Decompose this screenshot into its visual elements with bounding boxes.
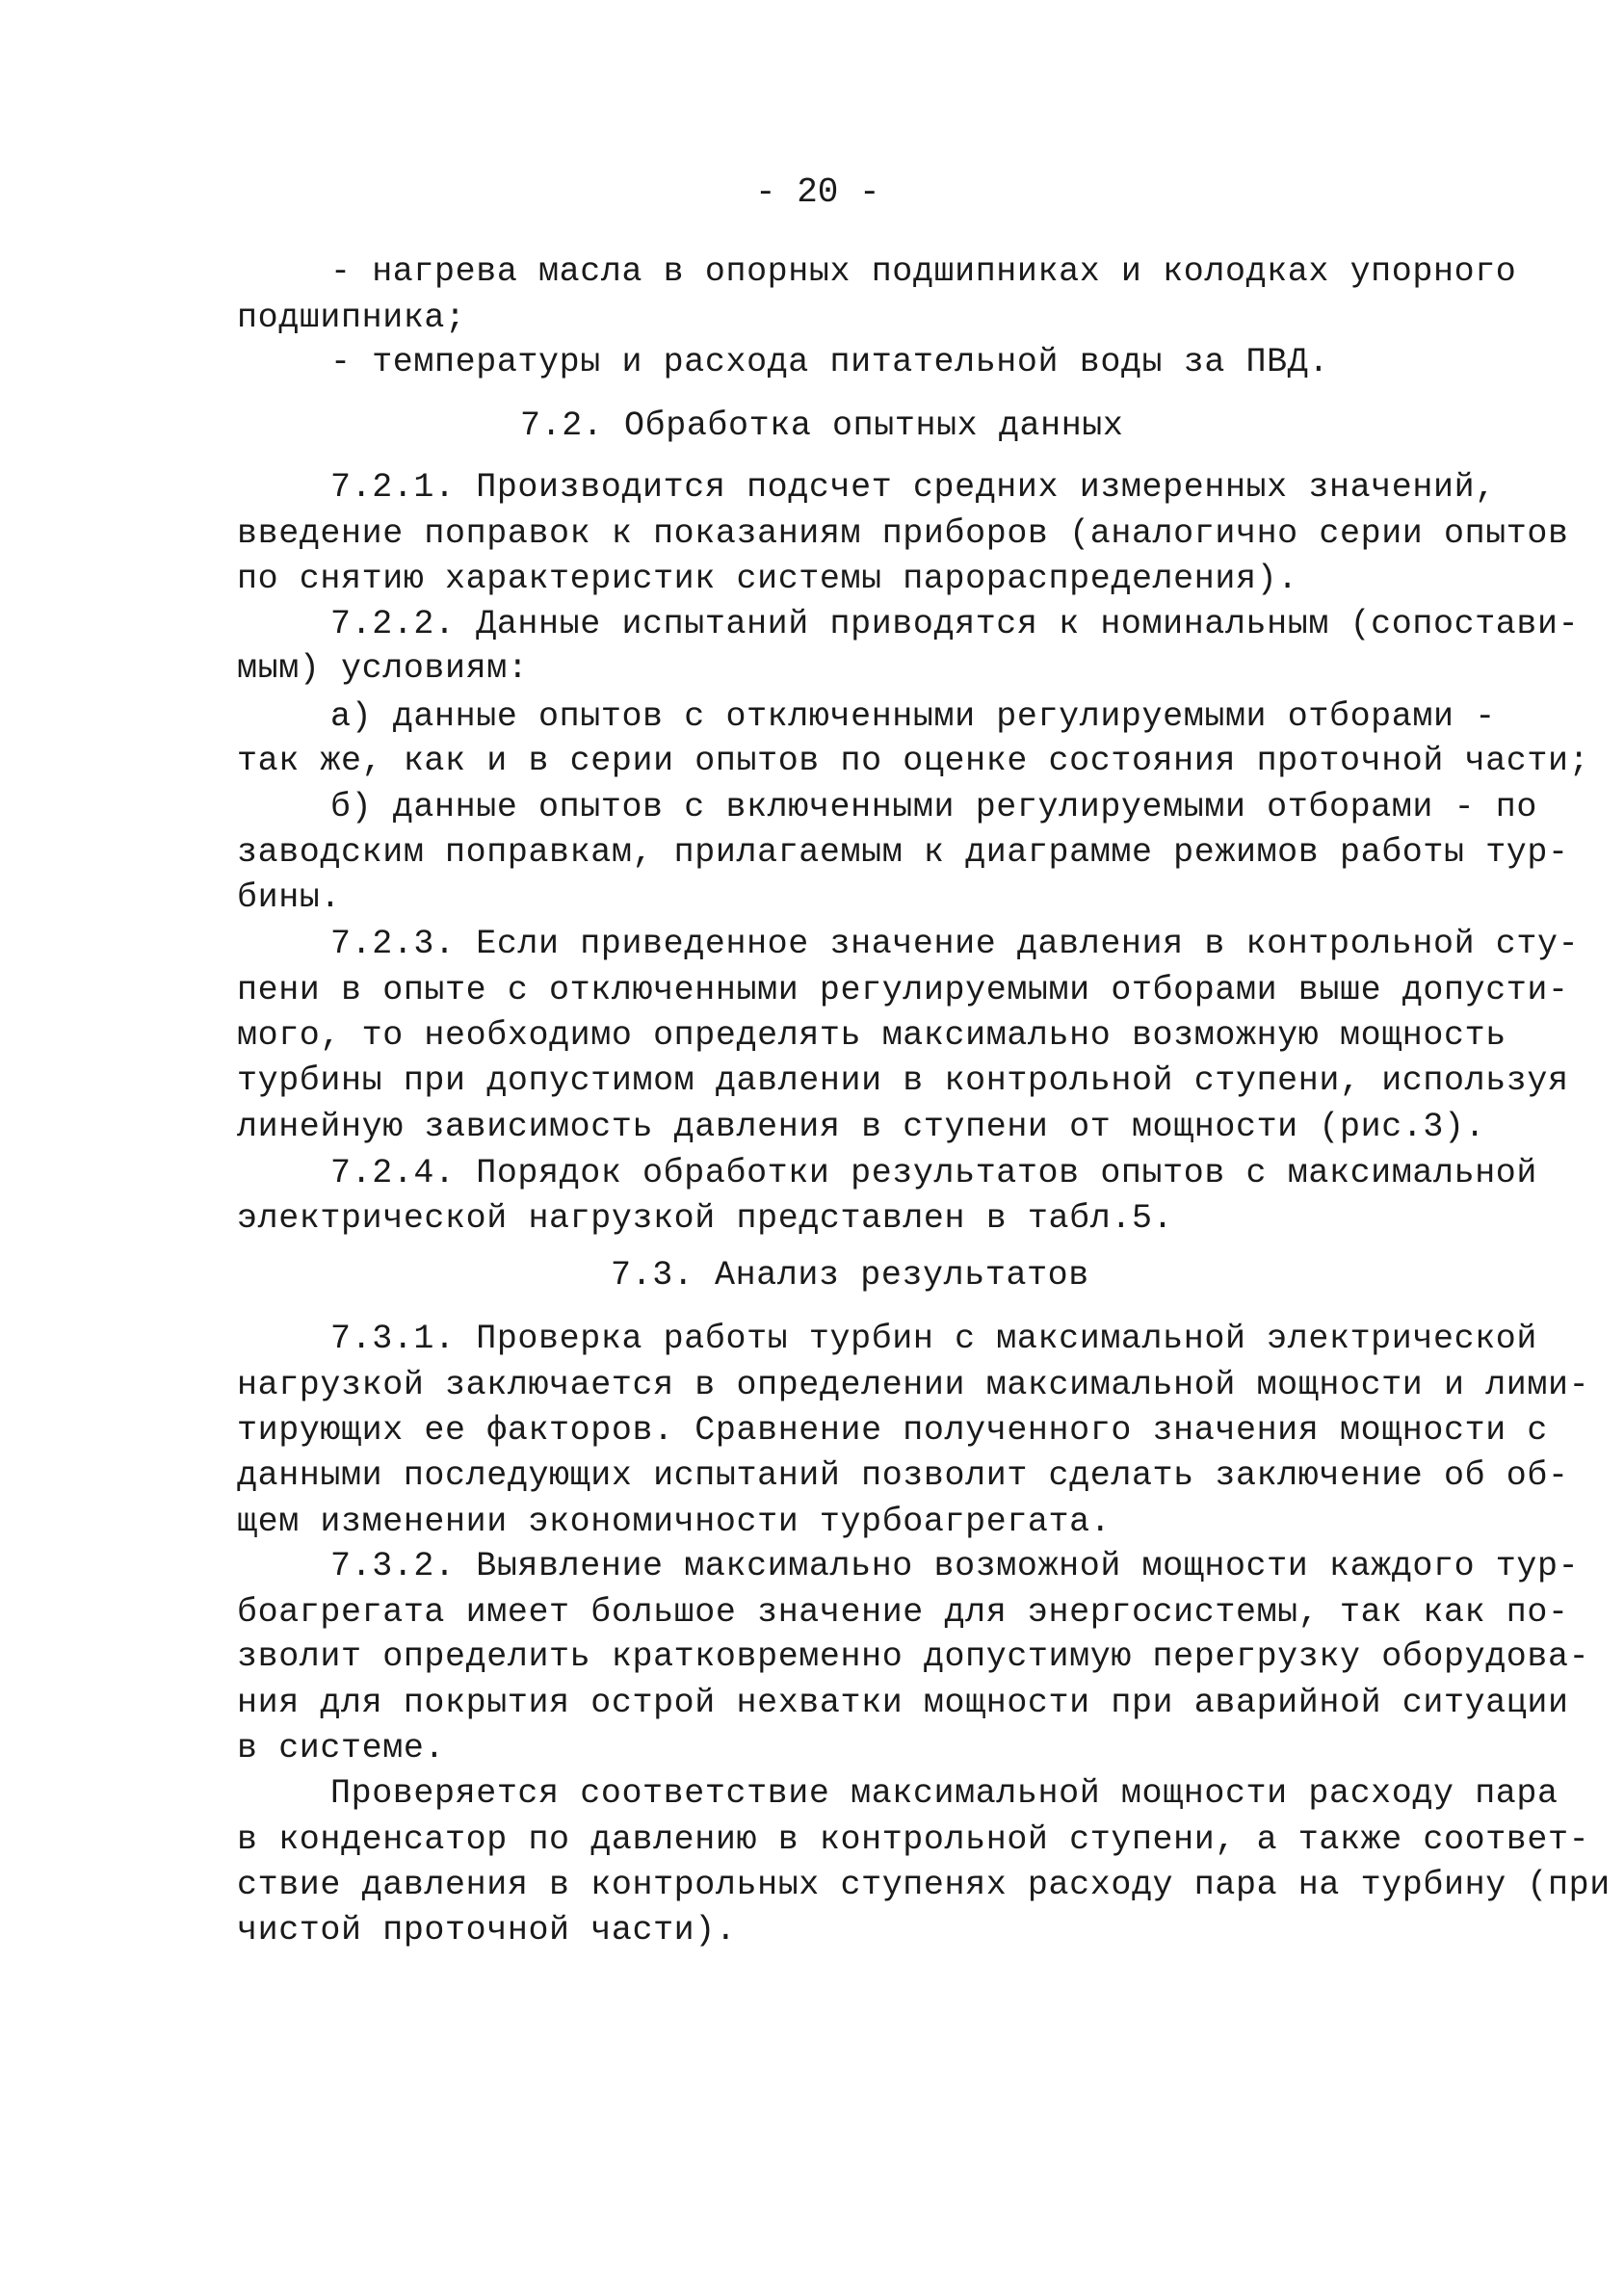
- paragraph-line: 7.2.3. Если приведенное значение давления в контрольной сту-: [330, 925, 1580, 963]
- paragraph-line: 7.2.1. Производится подсчет средних измеренных значений,: [330, 468, 1496, 507]
- paragraph-line: введение поправок к показаниям приборов (аналогично серии опытов: [237, 514, 1569, 553]
- paragraph-line: щем изменении экономичности турбоагрегата.: [237, 1503, 1112, 1541]
- paragraph-line: 7.3.2. Выявление максимально возможной мощности каждого тур-: [330, 1547, 1580, 1585]
- paragraph-line: тирующих ее факторов. Сравнение полученного значения мощности с: [237, 1411, 1549, 1450]
- paragraph-line: 7.2.4. Порядок обработки результатов опытов с максимальной: [330, 1154, 1537, 1192]
- page-number: - 20 -: [755, 172, 880, 212]
- paragraph-line: ствие давления в контрольных ступенях расходу пара на турбину (при: [237, 1866, 1611, 1904]
- paragraph-line: так же, как и в серии опытов по оценке состояния проточной части;: [237, 742, 1590, 780]
- paragraph-line: 7.2.2. Данные испытаний приводятся к номинальным (сопостави-: [330, 605, 1580, 643]
- paragraph-line: заводским поправкам, прилагаемым к диаграмме режимов работы тур-: [237, 833, 1569, 872]
- paragraph-line: зволит определить кратковременно допустимую перегрузку оборудова-: [237, 1637, 1590, 1676]
- paragraph-line: ния для покрытия острой нехватки мощности при аварийной ситуации: [237, 1684, 1569, 1722]
- paragraph-line: данными последующих испытаний позволит сделать заключение об об-: [237, 1456, 1569, 1495]
- paragraph-line: в системе.: [237, 1729, 446, 1767]
- paragraph-line: линейную зависимость давления в ступени от мощности (рис.3).: [237, 1108, 1486, 1146]
- section-heading: 7.2. Обработка опытных данных: [520, 406, 1124, 445]
- paragraph-line: нагрузкой заключается в определении максимальной мощности и лими-: [237, 1366, 1590, 1404]
- paragraph-line: электрической нагрузкой представлен в табл.5.: [237, 1199, 1174, 1238]
- paragraph-line: по снятию характеристик системы парораспределения).: [237, 560, 1298, 598]
- section-heading: 7.3. Анализ результатов: [611, 1256, 1089, 1295]
- paragraph-line: подшипника;: [237, 299, 466, 337]
- paragraph-line: Проверяется соответствие максимальной мощности расходу пара: [330, 1774, 1559, 1813]
- paragraph-line: - температуры и расхода питательной воды за ПВД.: [330, 343, 1329, 381]
- paragraph-line: в конденсатор по давлению в контрольной ступени, а также соответ-: [237, 1820, 1590, 1859]
- paragraph-line: - нагрева масла в опорных подшипниках и колодках упорного: [330, 252, 1517, 291]
- paragraph-line: мого, то необходимо определять максимально возможную мощность: [237, 1016, 1506, 1055]
- paragraph-line: а) данные опытов с отключенными регулируемыми отборами -: [330, 697, 1496, 736]
- paragraph-line: чистой проточной части).: [237, 1911, 737, 1950]
- paragraph-line: б) данные опытов с включенными регулируемыми отборами - по: [330, 788, 1537, 826]
- paragraph-line: 7.3.1. Проверка работы турбин с максимальной электрической: [330, 1320, 1537, 1358]
- paragraph-line: мым) условиям:: [237, 649, 529, 688]
- paragraph-line: бины.: [237, 878, 342, 917]
- paragraph-line: боагрегата имеет большое значение для энергосистемы, так как по-: [237, 1593, 1569, 1632]
- paragraph-line: пени в опыте с отключенными регулируемыми отборами выше допусти-: [237, 971, 1569, 1009]
- paragraph-line: турбины при допустимом давлении в контрольной ступени, используя: [237, 1061, 1569, 1100]
